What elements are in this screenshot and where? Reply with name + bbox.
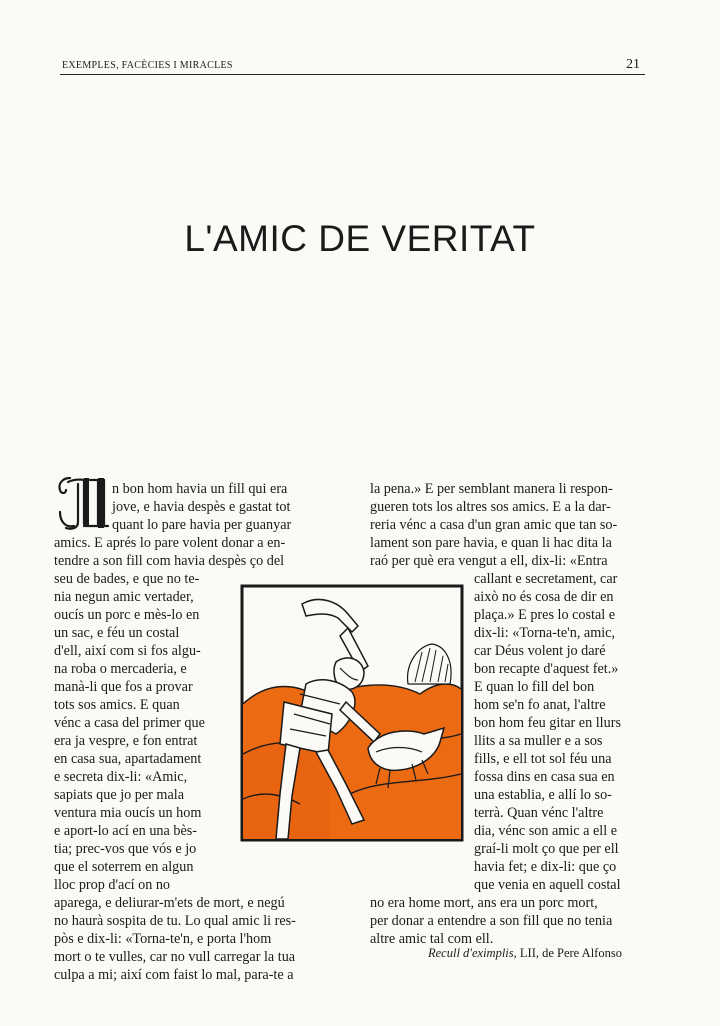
- text-line: n bon hom havia un fill qui era: [112, 481, 288, 497]
- text-line: reria vénc a casa d'un gran amic que tan so-: [370, 517, 618, 533]
- text-line: dia, vénc son amic a ell e: [474, 823, 617, 839]
- text-line: que venia en aquell costal: [474, 877, 621, 893]
- text-line: sapiats que jo per mala: [54, 787, 185, 803]
- page-title: L'AMIC DE VERITAT: [184, 218, 536, 259]
- source-attribution: [428, 946, 622, 961]
- text-line: jove, e havia despès e gastat tot: [112, 499, 291, 515]
- text-line: e secreta dix-li: «Amic,: [54, 769, 188, 785]
- text-line: culpa a mi; així com faist lo mal, para-te a: [54, 967, 294, 983]
- text-line: d'ell, així com si fos algu-: [54, 643, 201, 659]
- text-line: fills, e ell tot sol féu una: [474, 751, 612, 767]
- text-line: la pena.» E per semblant manera li respon-: [370, 481, 613, 497]
- text-line: graí-li molt ço que per ell: [474, 841, 619, 857]
- text-line: gueren tots los altres sos amics. E a la dar-: [370, 499, 611, 515]
- text-line: que el soterrem en algun: [54, 859, 194, 875]
- woodcut-illustration: [240, 584, 464, 842]
- text-line: no haurà sospita de tu. Lo qual amic li res-: [54, 913, 296, 929]
- text-line: un sac, e féu un costal: [54, 625, 180, 641]
- text-line: seu de bades, e que no te-: [54, 571, 200, 587]
- text-line: quant lo pare havia per guanyar: [112, 517, 292, 533]
- text-line: mort o te vulles, car no vull carregar la tua: [54, 949, 296, 965]
- text-line: havia fet; e dix-li: que ço: [474, 859, 617, 875]
- text-line: bon recapte d'aquest fet.»: [474, 661, 619, 677]
- running-head: EXEMPLES, FACÈCIES I MIRACLES: [62, 60, 233, 71]
- text-line: na roba o mercaderia, e: [54, 661, 187, 677]
- page-number: 21: [626, 57, 640, 72]
- text-line: lament son pare havia, e quan li hac dita la: [370, 535, 612, 551]
- text-line: no era home mort, ans era un porc mort,: [370, 895, 598, 911]
- text-line: això no és cosa de dir en: [474, 589, 614, 605]
- source-work-title: Recull d'eximplis,: [428, 946, 517, 960]
- text-line: tots sos amics. E quan: [54, 697, 180, 713]
- text-line: altre amic tal com ell.: [370, 931, 494, 947]
- text-line: una establia, e allí lo so-: [474, 787, 612, 803]
- dropcap-initial: [54, 472, 110, 534]
- text-line: bon hom feu gitar en llurs: [474, 715, 621, 731]
- text-line: fossa dins en casa sua en: [474, 769, 615, 785]
- text-line: e aport-lo ací en una bès-: [54, 823, 197, 839]
- text-line: hom se'n fo anat, l'altre: [474, 697, 606, 713]
- text-line: lloc prop d'ací on no: [54, 877, 171, 893]
- text-line: manà-li que fos a provar: [54, 679, 193, 695]
- text-line: nia negun amic vertader,: [54, 589, 194, 605]
- header-rule: [60, 74, 645, 75]
- text-line: tia; prec-vos que vós e jo: [54, 841, 197, 857]
- text-line: oucís un porc e mès-lo en: [54, 607, 200, 623]
- text-line: raó per què era vengut a ell, dix-li: «Entra: [370, 553, 608, 569]
- text-line: aparega, e deliurar-m'ets de mort, e negú: [54, 895, 285, 911]
- text-line: en casa sua, apartadament: [54, 751, 202, 767]
- text-line: amics. E aprés lo pare volent donar a en-: [54, 535, 286, 551]
- text-line: E quan lo fill del bon: [474, 679, 595, 695]
- text-line: per donar a entendre a son fill que no tenia: [370, 913, 613, 929]
- text-line: pòs e dix-li: «Torna-te'n, e porta l'hom: [54, 931, 272, 947]
- text-line: car Déus volent jo daré: [474, 643, 606, 659]
- text-line: llits a sa muller e a sos: [474, 733, 603, 749]
- text-line: callant e secretament, car: [474, 571, 618, 587]
- text-line: ventura mia oucís un hom: [54, 805, 202, 821]
- text-line: era ja vespre, e fon entrat: [54, 733, 198, 749]
- text-line: tendre a son fill com havia despès ço del: [54, 553, 285, 569]
- text-line: terrà. Quan vénc l'altre: [474, 805, 604, 821]
- dropcap-letter: U: [54, 472, 55, 473]
- text-line: dix-li: «Torna-te'n, amic,: [474, 625, 616, 641]
- source-author: LII, de Pere Alfonso: [519, 946, 622, 960]
- text-line: plaça.» E pres lo costal e: [474, 607, 616, 623]
- text-line: vénc a casa del primer que: [54, 715, 205, 731]
